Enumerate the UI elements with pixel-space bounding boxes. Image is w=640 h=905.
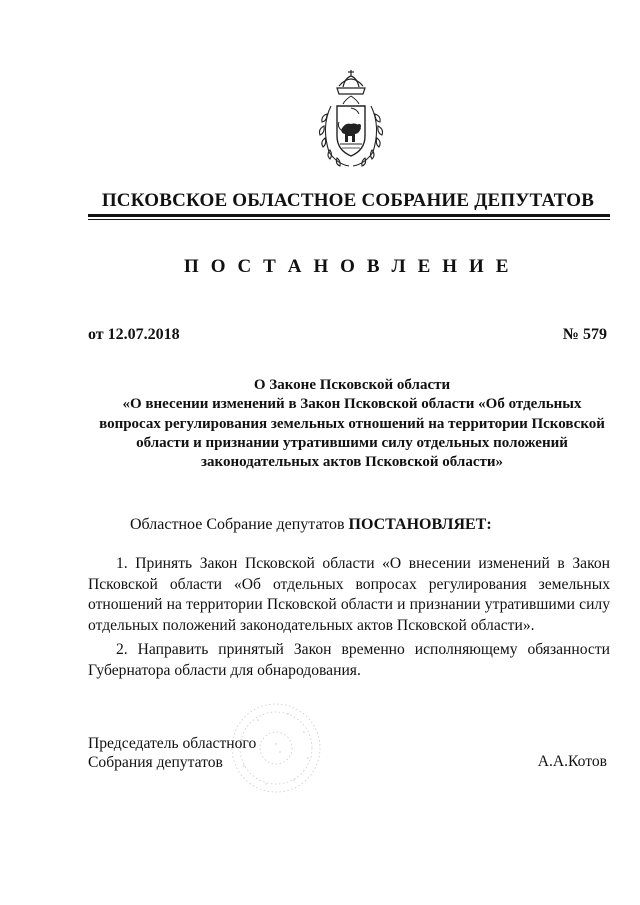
header-divider-thick	[88, 214, 610, 217]
paragraph-line: отношений на территории Псковской области и признании утратившими силу	[88, 596, 610, 614]
paragraph-line: Губернатора области для обнародования.	[88, 661, 361, 679]
coat-of-arms-icon	[315, 66, 387, 174]
paragraph-2	[88, 640, 610, 681]
paragraph-line: 1. Принять Закон Псковской области «О внесении изменений в Закон	[116, 555, 610, 572]
document-number: № 579	[562, 326, 607, 343]
paragraph-line: отдельных положений законодательных актов Псковской области».	[88, 617, 535, 635]
paragraph-1	[88, 554, 610, 637]
paragraph-line: 2. Направить принятый Закон временно исполняющему обязанности	[116, 641, 610, 658]
paragraph-line: Псковской области «Об отдельных вопросах регулирования земельных	[88, 575, 610, 593]
organization-title: ПСКОВСКОЕ ОБЛАСТНОЕ СОБРАНИЕ ДЕПУТАТОВ	[101, 190, 595, 211]
subject-line: вопросах регулирования земельных отношений на территории Псковской	[99, 415, 605, 432]
document-date: от 12.07.2018	[88, 326, 180, 343]
document-subject	[96, 376, 608, 472]
subject-line: законодательных актов Псковской области»	[200, 454, 504, 471]
signatory-position-line: Собрания депутатов	[88, 753, 223, 771]
signatory-position	[88, 735, 256, 772]
preamble	[130, 516, 492, 534]
preamble-keyword: ПОСТАНОВЛЯЕТ:	[348, 516, 492, 533]
signatory-position-line: Председатель областного	[88, 735, 257, 752]
header-divider-thin	[88, 219, 610, 220]
subject-line: области и признании утратившими силу отдельных положений	[136, 434, 568, 451]
subject-line: «О внесении изменений в Закон Псковской области «Об отдельных	[122, 396, 582, 413]
subject-line: О Законе Псковской области	[253, 377, 451, 393]
document-type-heading: П О С Т А Н О В Л Е Н И Е	[184, 256, 512, 277]
signatory-name: А.А.Котов	[537, 753, 607, 770]
preamble-text: Областное Собрание депутатов	[130, 516, 349, 533]
